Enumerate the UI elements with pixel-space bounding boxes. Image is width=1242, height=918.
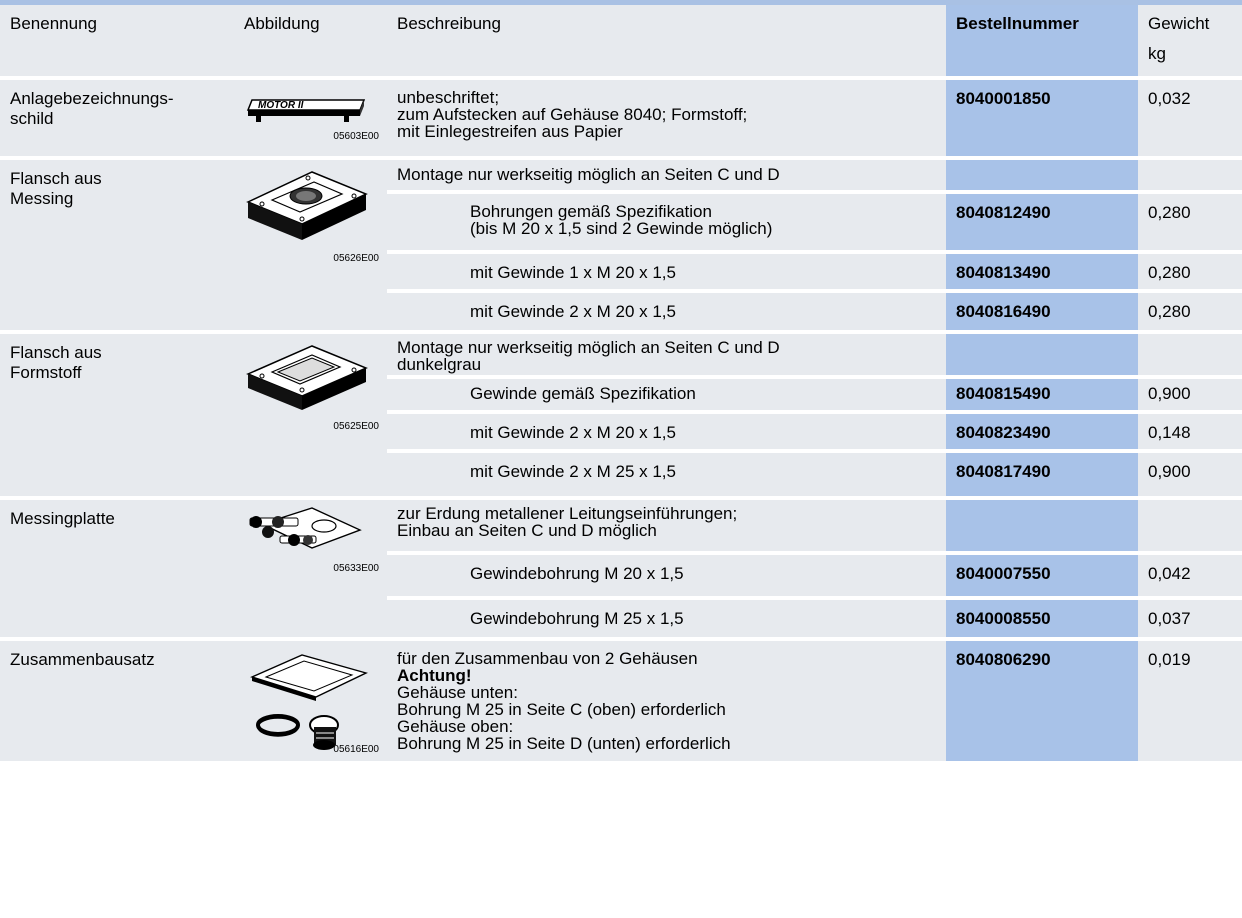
image-brass-flange (234, 160, 387, 264)
image-code: 05626E00 (333, 253, 379, 264)
desc-item (387, 293, 946, 330)
name-flansch-messing (0, 160, 234, 330)
desc-line: (bis M 20 x 1,5 sind 2 Gewinde möglich) (470, 219, 773, 238)
header-beschreibung: Beschreibung (387, 5, 946, 76)
desc-line: mit Gewinde 1 x M 20 x 1,5 (470, 263, 676, 282)
image-code: 05625E00 (333, 421, 379, 432)
name-line: Anlagebezeichnungs- (10, 89, 174, 108)
desc-intro (387, 334, 946, 375)
desc-line: Gehäuse unten: (397, 683, 518, 702)
desc-line: für den Zusammenbau von 2 Gehäusen (397, 649, 698, 668)
order-number: 8040008550 (946, 600, 1138, 637)
order-number: 8040806290 (946, 641, 1138, 761)
desc-line: Gewindebohrung M 20 x 1,5 (470, 564, 684, 583)
image-brass-plate (234, 500, 387, 596)
desc-line: Montage nur werkseitig möglich an Seiten C und D (397, 338, 780, 357)
desc-line: zur Erdung metallener Leitungseinführungen; (397, 504, 738, 523)
desc-line: Bohrung M 25 in Seite C (oben) erforderlich (397, 700, 726, 719)
order-number: 8040816490 (946, 293, 1138, 330)
name-line: schild (10, 109, 54, 128)
name-line: Messing (10, 189, 74, 208)
weight: 0,900 (1138, 379, 1242, 410)
weight-empty (1138, 334, 1242, 375)
nameplate-text: MOTOR II (258, 100, 304, 111)
order-number: 8040823490 (946, 414, 1138, 449)
name-anlagebezeichnungsschild (0, 80, 234, 156)
brass-plate-illustration (242, 504, 372, 564)
header-abbildung: Abbildung (234, 5, 387, 76)
weight: 0,042 (1138, 555, 1242, 596)
desc-item (387, 600, 946, 637)
weight: 0,280 (1138, 293, 1242, 330)
desc-item (387, 453, 946, 496)
desc-line: mit Einlegestreifen aus Papier (397, 122, 623, 141)
desc-line: Gehäuse oben: (397, 717, 514, 736)
desc-anlagebezeichnungsschild (387, 80, 946, 156)
desc-warning: Achtung! (397, 666, 472, 685)
image-code: 05603E00 (333, 131, 379, 142)
desc-item (387, 414, 946, 449)
weight: 0,019 (1138, 641, 1242, 761)
weight-empty (1138, 500, 1242, 551)
name-messingplatte: Messingplatte (0, 500, 234, 637)
desc-line: mit Gewinde 2 x M 25 x 1,5 (470, 462, 676, 481)
order-number: 8040812490 (946, 194, 1138, 250)
desc-line: dunkelgrau (397, 355, 482, 374)
desc-zusammenbausatz (387, 641, 946, 761)
name-flansch-formstoff (0, 334, 234, 496)
weight: 0,280 (1138, 254, 1242, 289)
weight: 0,032 (1138, 80, 1242, 156)
desc-line: mit Gewinde 2 x M 20 x 1,5 (470, 423, 676, 442)
order-number-empty (946, 334, 1138, 375)
desc-item (387, 555, 946, 596)
weight: 0,037 (1138, 600, 1242, 637)
weight: 0,900 (1138, 453, 1242, 496)
product-table (0, 5, 1242, 761)
order-number: 8040815490 (946, 379, 1138, 410)
image-cell-empty (234, 596, 387, 637)
name-line: Flansch aus (10, 343, 102, 362)
order-number-empty (946, 500, 1138, 551)
brass-flange-illustration (242, 164, 372, 244)
desc-line: zum Aufstecken auf Gehäuse 8040; Formstoff; (397, 105, 748, 124)
plastic-flange-illustration (242, 340, 372, 412)
desc-intro: Montage nur werkseitig möglich an Seiten C und D (387, 160, 946, 190)
order-number: 8040007550 (946, 555, 1138, 596)
order-number-empty (946, 160, 1138, 190)
desc-item (387, 194, 946, 250)
header-gewicht-label: Gewicht (1148, 14, 1210, 33)
header-bestellnummer: Bestellnummer (946, 5, 1138, 76)
header-gewicht-unit: kg (1148, 44, 1166, 63)
order-number: 8040813490 (946, 254, 1138, 289)
header-benennung: Benennung (0, 5, 234, 76)
name-zusammenbausatz: Zusammenbausatz (0, 641, 234, 761)
desc-line: unbeschriftet; (397, 88, 500, 107)
nameplate-illustration (244, 86, 374, 136)
image-nameplate (234, 80, 387, 156)
name-line: Formstoff (10, 363, 82, 382)
order-number: 8040001850 (946, 80, 1138, 156)
image-plastic-flange (234, 334, 387, 432)
desc-line: Bohrungen gemäß Spezifikation (470, 202, 712, 221)
desc-line: Einbau an Seiten C und D möglich (397, 521, 657, 540)
weight: 0,148 (1138, 414, 1242, 449)
desc-line: Bohrung M 25 in Seite D (unten) erforderlich (397, 734, 731, 753)
image-code: 05616E00 (333, 744, 379, 755)
weight-empty (1138, 160, 1242, 190)
desc-line: Gewinde gemäß Spezifikation (470, 384, 696, 403)
image-assembly-kit (234, 641, 387, 761)
order-number: 8040817490 (946, 453, 1138, 496)
name-line: Flansch aus (10, 169, 102, 188)
header-gewicht (1138, 5, 1242, 76)
desc-item (387, 379, 946, 410)
weight: 0,280 (1138, 194, 1242, 250)
desc-line: Gewindebohrung M 25 x 1,5 (470, 609, 684, 628)
image-code: 05633E00 (333, 563, 379, 574)
desc-item (387, 254, 946, 289)
desc-intro (387, 500, 946, 551)
assembly-kit-illustration (242, 647, 372, 757)
desc-line: mit Gewinde 2 x M 20 x 1,5 (470, 302, 676, 321)
